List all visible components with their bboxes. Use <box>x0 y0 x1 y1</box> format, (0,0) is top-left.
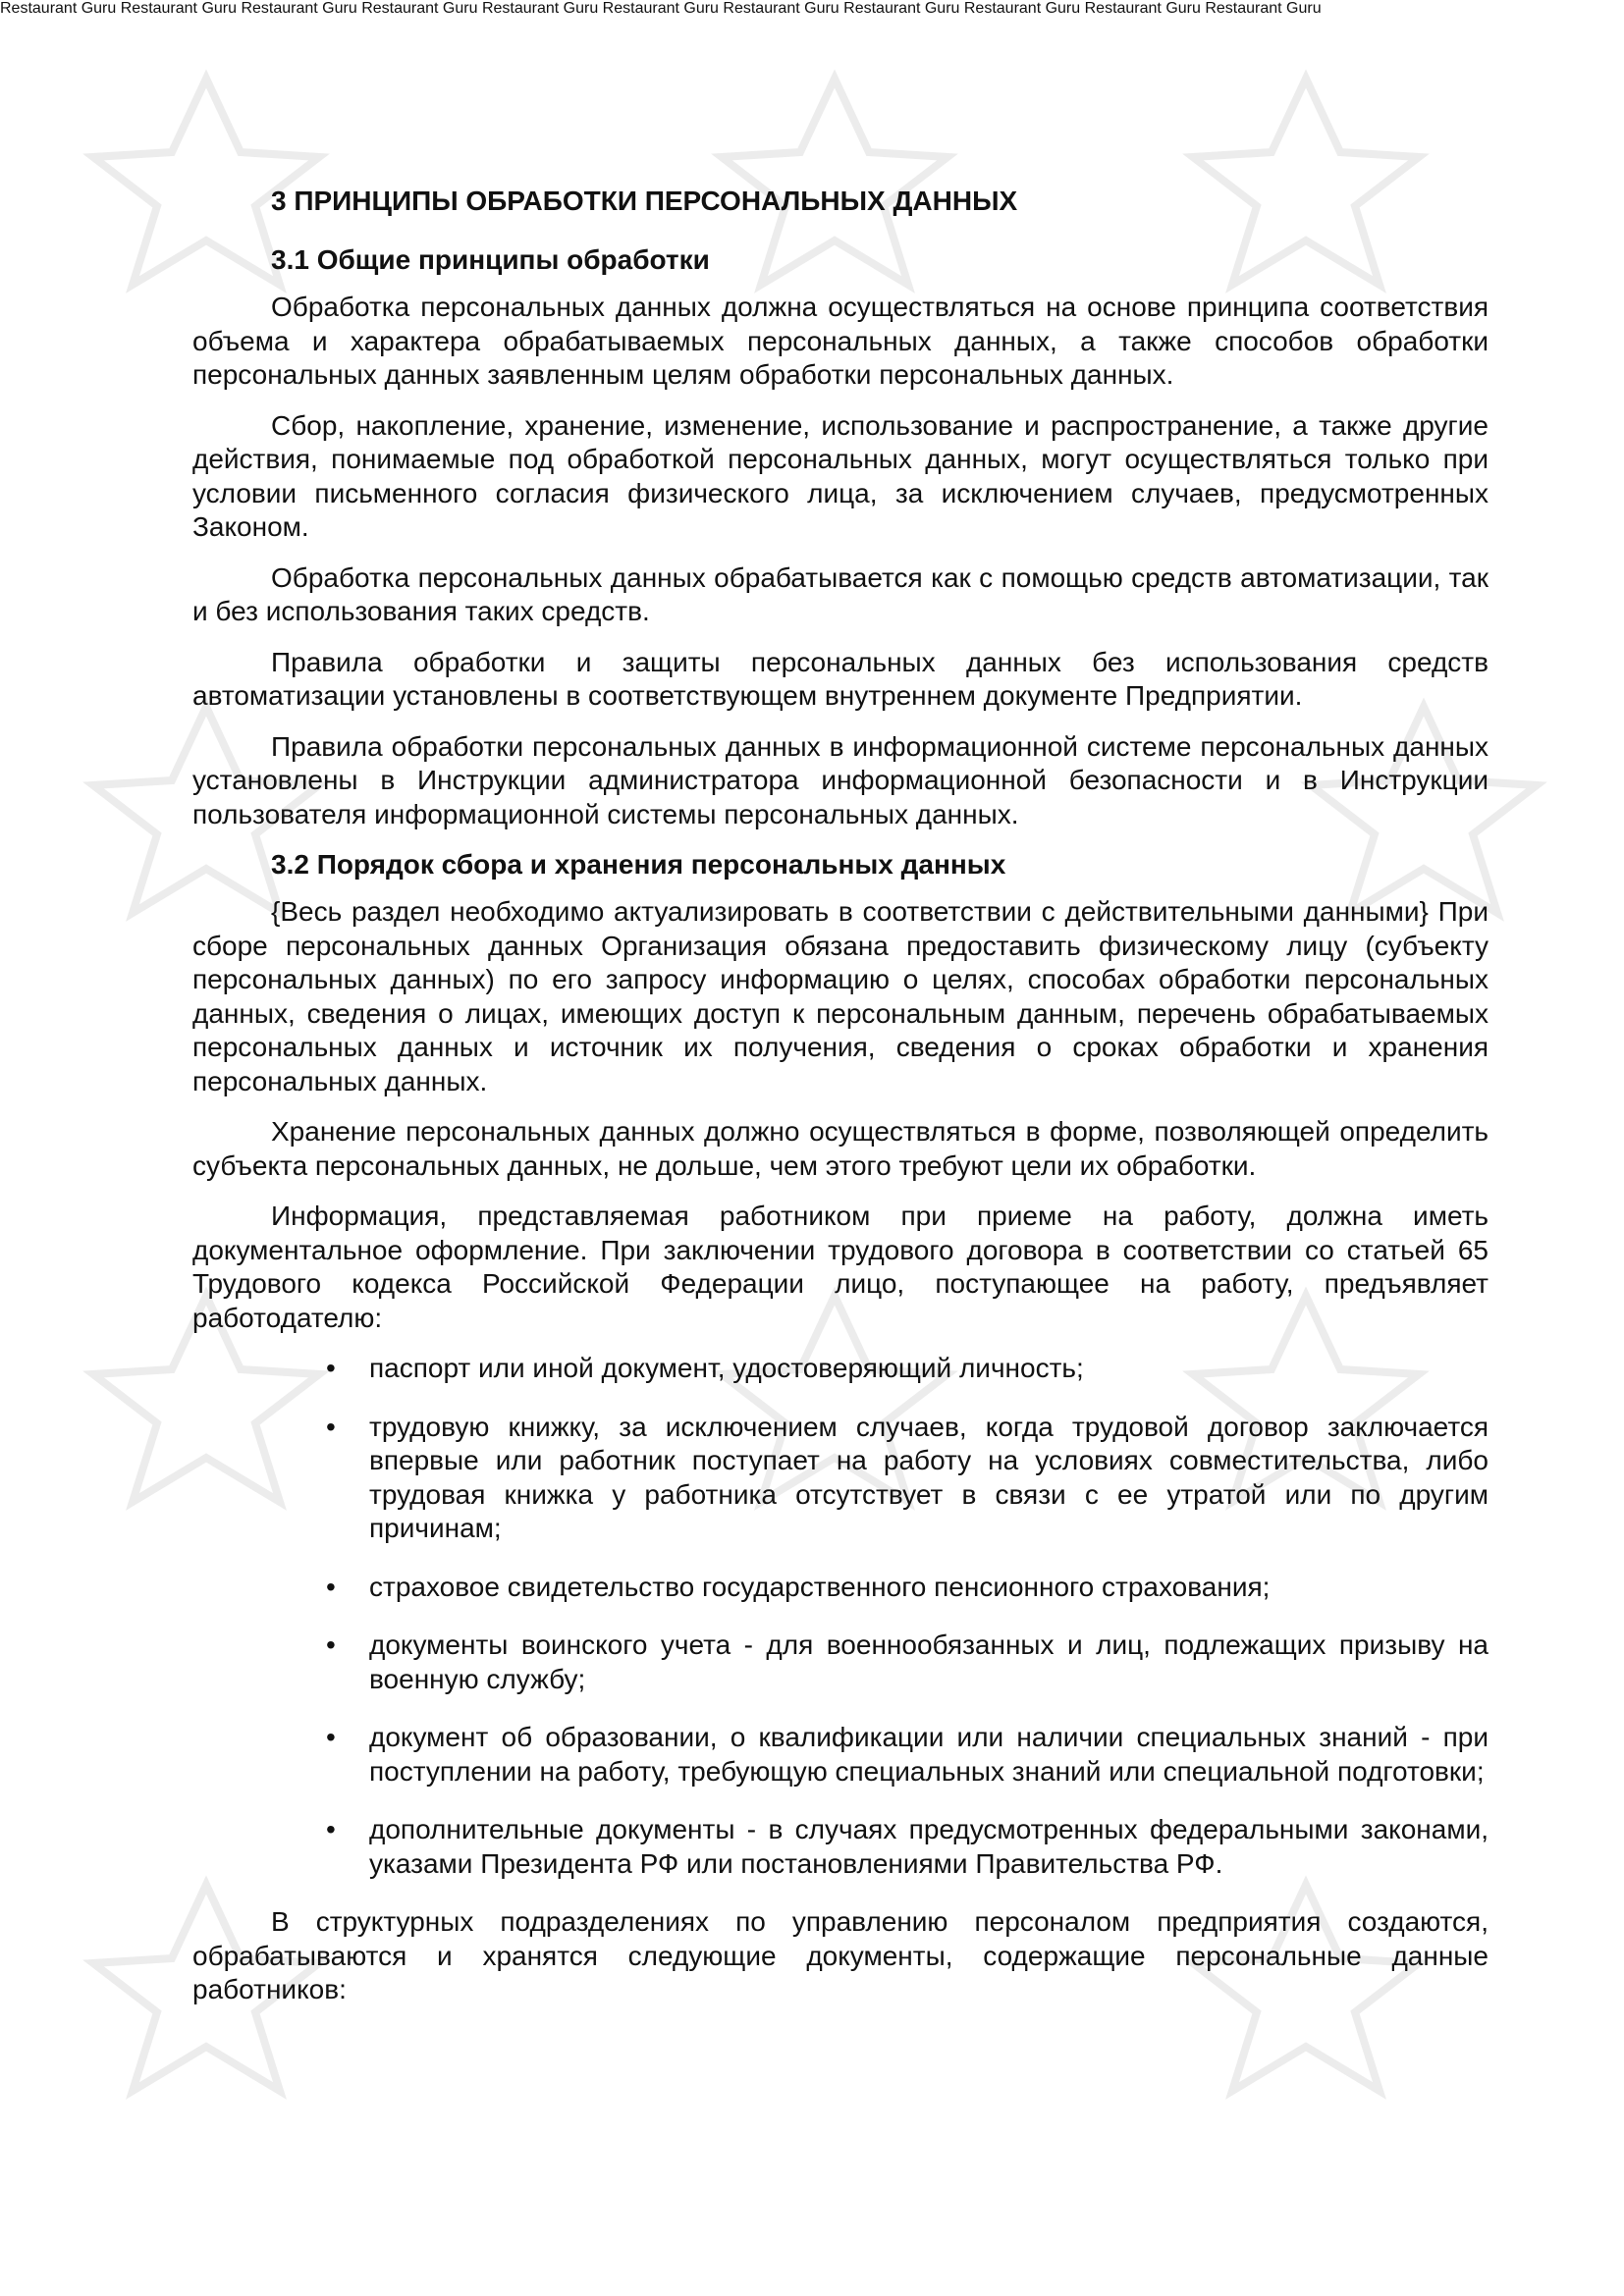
list-item-text: трудовую книжку, за исключением случаев, когда трудовой договор заключается впервые или работник поступает на работу на условиях совместительства, либо трудовая книжка у работника отсутствует в связи с ее утратой или по другим причинам; <box>369 1411 1489 1543</box>
watermark-text: Restaurant Guru <box>963 0 1081 17</box>
watermark-text: Restaurant Guru <box>241 0 357 17</box>
bullet-icon: • <box>326 1722 336 1752</box>
watermark-text: Restaurant Guru <box>481 0 599 17</box>
bullet-icon: • <box>326 1814 336 1844</box>
list-item-text: дополнительные документы - в случаях предусмотренных федеральными законами, указами Президента РФ или постановлениями Правительства РФ. <box>369 1814 1489 1879</box>
paragraph: Информация, представляемая работником при приеме на работу, должна иметь документальное оформление. При заключении трудового договора в соответствии со статьей 65 Трудового кодекса Российской Федерации лицо, поступающее на работу, предъявляет работодателю: <box>192 1201 1489 1333</box>
watermark-text: Restaurant Guru <box>1205 0 1322 17</box>
watermark-text: Restaurant Guru <box>361 0 478 17</box>
paragraph: В структурных подразделениях по управлению персоналом предприятия создаются, обрабатываются и хранятся следующие документы, содержащие персональные данные работников: <box>192 1906 1489 2004</box>
watermark-text: Restaurant Guru <box>843 0 960 17</box>
watermark-text: Restaurant Guru <box>0 0 117 17</box>
list-item-text: документ об образовании, о квалификации или наличии специальных знаний - при поступлении на работу, требующую специальных знаний или специальной подготовки; <box>369 1722 1489 1787</box>
paragraph: Хранение персональных данных должно осуществляться в форме, позволяющей определить субъекта персональных данных, не дольше, чем этого требуют цели их обработки. <box>192 1116 1489 1181</box>
paragraph: {Весь раздел необходимо актуализировать в соответствии с действительными данными} При сборе персональных данных Организация обязана предоставить физическому лицу (субъекту персональных данных) по его запросу информацию о целях, способах обработки персональных данных, сведения о лицах, имеющих доступ к персональным данным, перечень обрабатываемых персональных данных и источник их получения, сведения о сроках обработки и хранения персональных данных. <box>192 896 1489 1096</box>
list-item <box>192 1721 1489 1789</box>
watermark-text: Restaurant Guru <box>120 0 238 17</box>
list-item <box>192 1352 1489 1386</box>
paragraph: Обработка персональных данных обрабатывается как с помощью средств автоматизации, так и без использования таких средств. <box>192 561 1489 626</box>
bullet-icon: • <box>326 1353 336 1383</box>
list-item-text: паспорт или иной документ, удостоверяющий личность; <box>369 1353 1084 1383</box>
paragraph: Правила обработки и защиты персональных данных без использования средств автоматизации установлены в соответствующем внутреннем документе Предприятии. <box>192 646 1489 711</box>
watermark-text: Restaurant Guru <box>1084 0 1201 17</box>
list-item <box>192 1411 1489 1546</box>
paragraph: Сбор, накопление, хранение, изменение, использование и распространение, а также другие действия, понимаемые под обработкой персональных данных, могут осуществляться только при условии письменного согласия физического лица, за исключением случаев, предусмотренных Законом. <box>192 409 1489 542</box>
chapter-heading: 3 ПРИНЦИПЫ ОБРАБОТКИ ПЕРСОНАЛЬНЫХ ДАННЫХ <box>271 186 1018 216</box>
list-item-text: страховое свидетельство государственного пенсионного страхования; <box>369 1571 1271 1602</box>
document-list <box>192 1352 1489 1881</box>
list-item <box>192 1571 1489 1605</box>
list-item <box>192 1813 1489 1881</box>
paragraph: Обработка персональных данных должна осуществляться на основе принципа соответствия объема и характера обрабатываемых персональных данных, а также способов обработки персональных данных заявленным целям обработки персональных данных. <box>192 292 1489 390</box>
watermark-text: Restaurant Guru <box>723 0 839 17</box>
section-heading-3-2: 3.2 Порядок сбора и хранения персональных данных <box>271 849 1006 880</box>
paragraph: Правила обработки персональных данных в информационной системе персональных данных установлены в Инструкции администратора информационной безопасности и в Инструкции пользователя информационной системы персональных данных. <box>192 730 1489 829</box>
watermark-text: Restaurant Guru <box>602 0 719 17</box>
bullet-icon: • <box>326 1571 336 1602</box>
list-item <box>192 1629 1489 1696</box>
list-item-text: документы воинского учета - для военнообязанных и лиц, подлежащих призыву на военную службу; <box>369 1629 1489 1694</box>
bullet-icon: • <box>326 1629 336 1660</box>
bullet-icon: • <box>326 1411 336 1442</box>
document-body <box>192 185 1489 2024</box>
section-heading-3-1: 3.1 Общие принципы обработки <box>271 244 710 275</box>
